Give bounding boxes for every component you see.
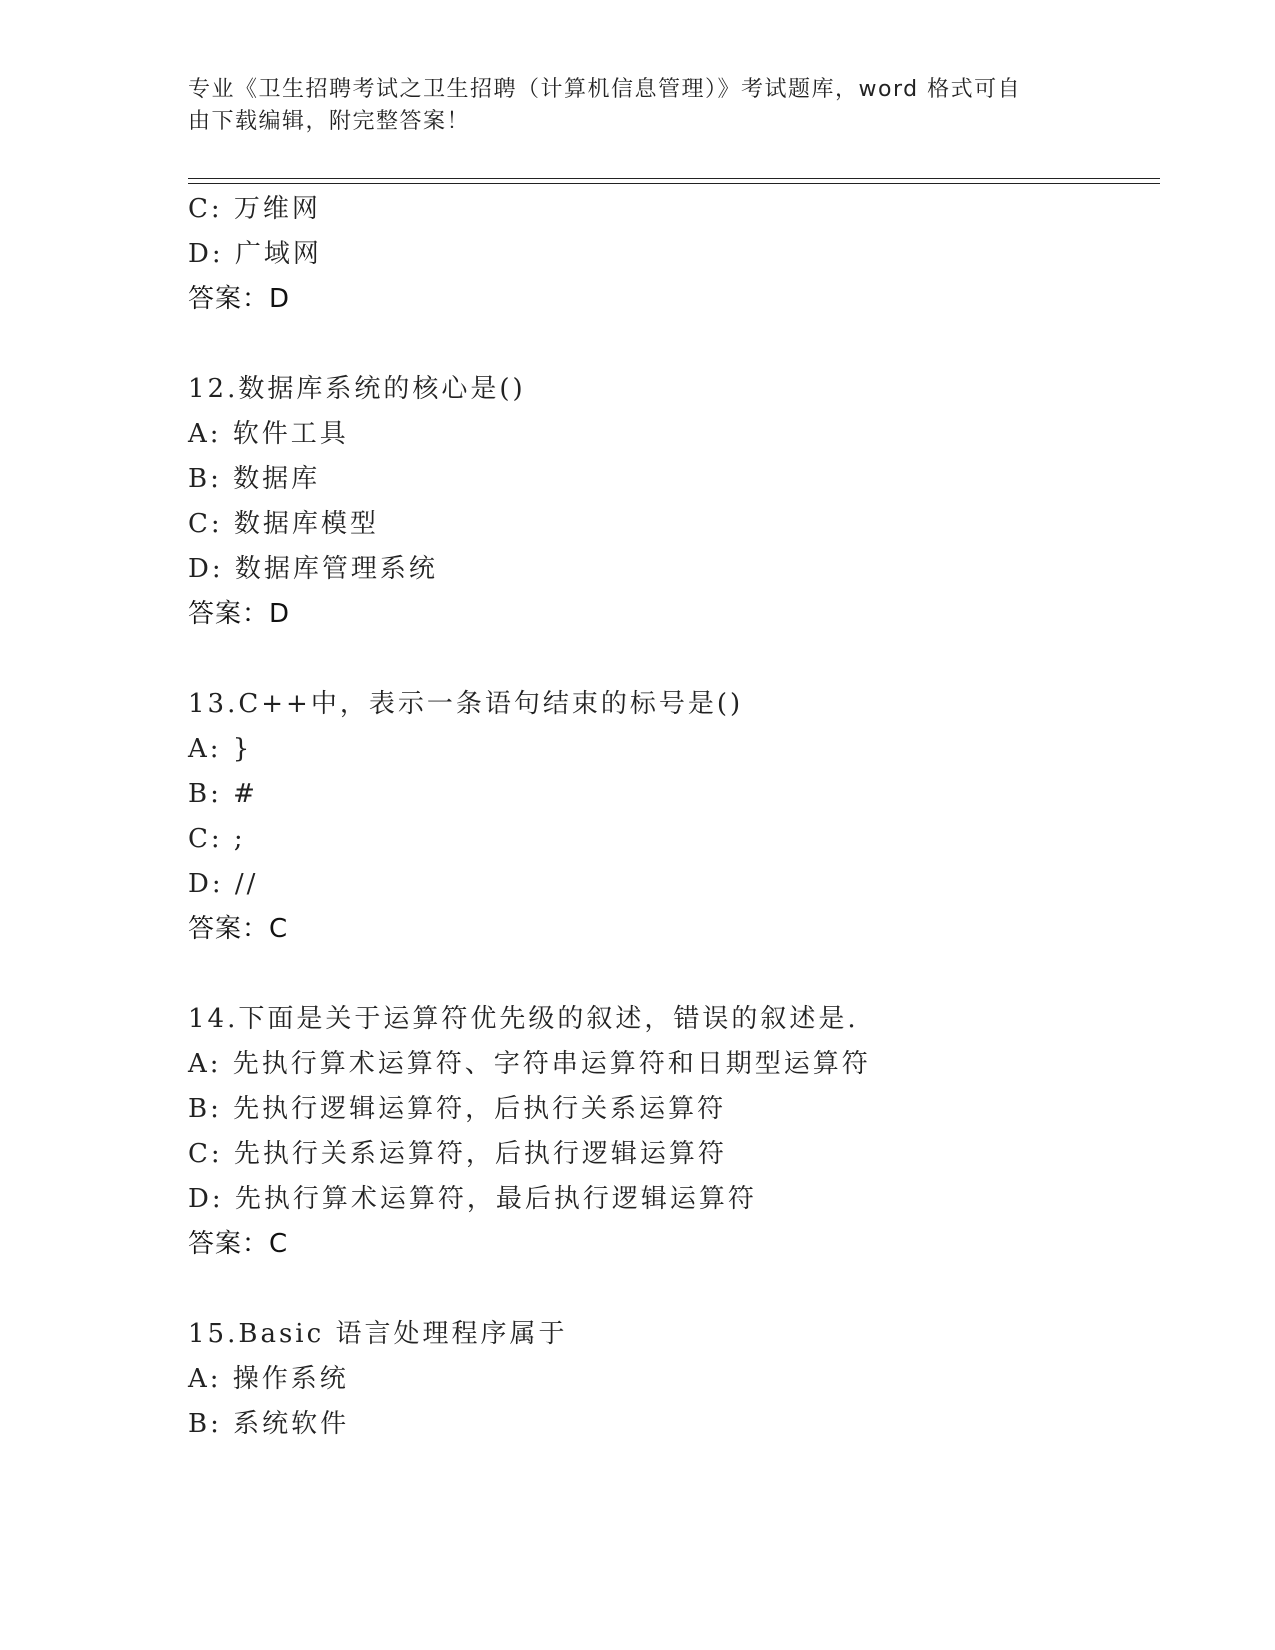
q14-option-a: A: 先执行算术运算符、字符串运算符和日期型运算符 <box>188 1049 871 1079</box>
prev-option-d: D: 广域网 <box>188 239 322 269</box>
header-divider-top <box>188 178 1160 179</box>
document-header <box>188 74 1068 138</box>
q13-question: 13.C++中，表示一条语句结束的标号是() <box>188 689 744 719</box>
q14-option-d: D: 先执行算术运算符，最后执行逻辑运算符 <box>188 1184 757 1214</box>
q12-question: 12.数据库系统的核心是() <box>188 374 526 404</box>
prev-answer: 答案：D <box>188 284 291 314</box>
q12-option-b: B: 数据库 <box>188 464 321 494</box>
header-line-1: 专业《卫生招聘考试之卫生招聘（计算机信息管理）》考试题库，word 格式可自 <box>188 77 1022 102</box>
q13-answer: 答案：C <box>188 914 289 944</box>
q12-option-c: C: 数据库模型 <box>188 509 379 539</box>
q15-question: 15.Basic 语言处理程序属于 <box>188 1319 568 1349</box>
q14-option-c: C: 先执行关系运算符，后执行逻辑运算符 <box>188 1139 727 1169</box>
header-divider-bottom <box>188 183 1160 184</box>
header-line-2: 由下载编辑，附完整答案！ <box>188 109 471 134</box>
q14-question: 14.下面是关于运算符优先级的叙述，错误的叙述是. <box>188 1004 859 1034</box>
q13-option-c: C: ; <box>188 824 246 854</box>
q14-answer: 答案：C <box>188 1229 289 1259</box>
q12-option-a: A: 软件工具 <box>188 419 349 449</box>
q12-answer: 答案：D <box>188 599 291 629</box>
q13-option-d: D: // <box>188 869 259 899</box>
q13-option-b: B: # <box>188 779 258 809</box>
q15-option-a: A: 操作系统 <box>188 1364 349 1394</box>
q12-option-d: D: 数据库管理系统 <box>188 554 438 584</box>
q14-option-b: B: 先执行逻辑运算符，后执行关系运算符 <box>188 1094 727 1124</box>
q13-option-a: A: } <box>188 734 253 764</box>
prev-option-c: C: 万维网 <box>188 194 321 224</box>
q15-option-b: B: 系统软件 <box>188 1409 350 1439</box>
